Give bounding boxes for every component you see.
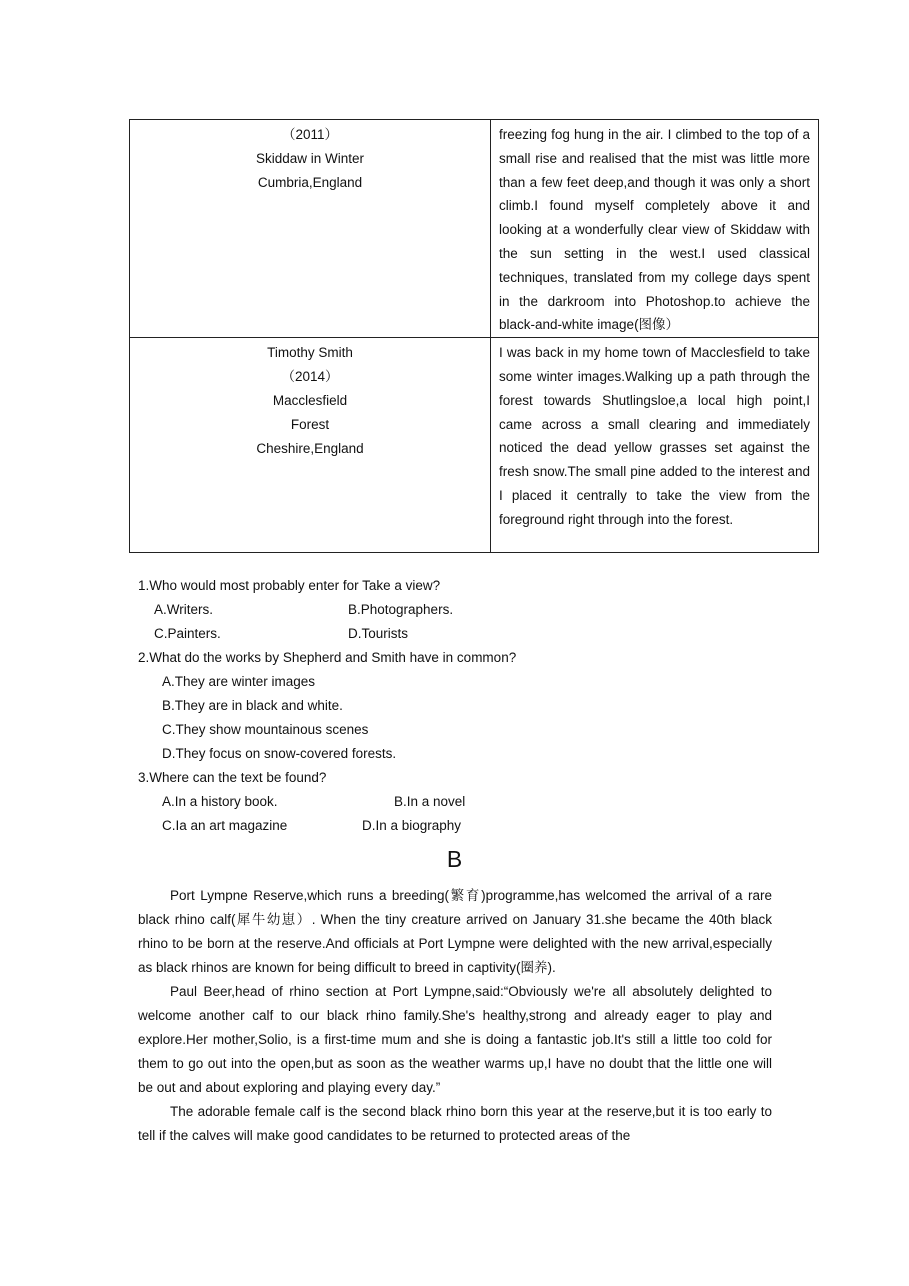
entry-title-cont: Forest [290,417,330,433]
passage-paragraph-2: Paul Beer,head of rhino section at Port Lympne,said:“Obviously we're all absolutely delighted to welcome another calf to our black rhino family.She's healthy,strong and already eager to play and explore.Her mother,Solio, is a first-time mum and she is doing a fantastic job.It's still a little too cold for them to go out into the open,but as soon as the weather warms up,I have no doubt that the little one will be out and about exploring and playing every day.” [138,984,772,1095]
entry-year: （2014） [281,369,339,385]
option-c: C.Ia an art magazine [162,818,288,833]
question-2-option-row [138,742,778,766]
option-a: A.In a history book. [162,794,278,809]
entry-info-cell [130,338,491,553]
option-b: B.In a novel [394,794,466,809]
option-c: C.Painters. [154,626,221,641]
entry-info-cell [130,120,491,338]
entry-location: Cumbria,England [257,175,363,190]
question-1-options-row-1 [138,598,778,622]
entry-year: （2011） [281,127,339,142]
question-1-options-row-2 [138,622,778,646]
question-2-option-row [138,670,778,694]
entries-table [129,119,819,553]
question-1: 1.Who would most probably enter for Take a view? [138,578,441,593]
entry-location: Cheshire,England [256,441,364,457]
section-title: B [446,846,463,872]
option-c: C.They show mountainous scenes [162,722,369,737]
passage-b [138,884,772,1148]
question-3: 3.Where can the text be found? [138,770,327,785]
option-d: D.In a biography [362,818,462,833]
passage-paragraph-3: The adorable female calf is the second black rhino born this year at the reserve,but it is too early to tell if the calves will make good candidates to be returned to protected areas of the [138,1104,772,1143]
entry-author: Timothy Smith [267,345,353,361]
entry-description: freezing fog hung in the air. I climbed to the top of a small rise and realised that the mist was little more than a few feet deep,and though it was only a short climb.I found myself completely above it and looking at a wonderfully clear view of Skiddaw with the sun setting in the west.I used classical techniques, translated from my college days spent in the darkroom into Photoshop.to achieve the black-and-white image(图像） [491,120,819,338]
option-d: D.They focus on snow-covered forests. [162,746,397,761]
question-3-options-row-2 [138,814,778,838]
question-2-option-row [138,694,778,718]
option-b: B.They are in black and white. [162,698,343,713]
option-a: A.Writers. [154,602,214,617]
option-b: B.Photographers. [348,602,454,617]
entry-title: Macclesfield [272,393,348,409]
question-2-option-row [138,718,778,742]
option-d: D.Tourists [348,626,409,641]
option-a: A.They are winter images [162,674,316,689]
question-2: 2.What do the works by Shepherd and Smith have in common? [138,650,517,665]
passage-paragraph-1: Port Lympne Reserve,which runs a breeding(繁育)programme,has welcomed the arrival of a rare black rhino calf(犀牛幼崽）. When the tiny creature arrived on January 31.she became the 40th black rhino to be born at the reserve.And officials at Port Lympne were delighted with the new arrival,especially as black rhinos are known for being difficult to breed in captivity(圈养). [138,888,772,975]
entry-description: I was back in my home town of Macclesfield to take some winter images.Walking up a path through the forest towards Shutlingsloe,a local high point,I came across a small clearing and immediately noticed the dead yellow grasses set against the fresh snow.The small pine added to the interest and I placed it centrally to take the view from the foreground right through into the forest. [491,338,819,553]
entry-title: Skiddaw in Winter [255,151,365,166]
question-3-options-row-1 [138,790,778,814]
table-row [130,120,819,338]
questions-block [138,574,778,838]
table-row [130,338,819,553]
